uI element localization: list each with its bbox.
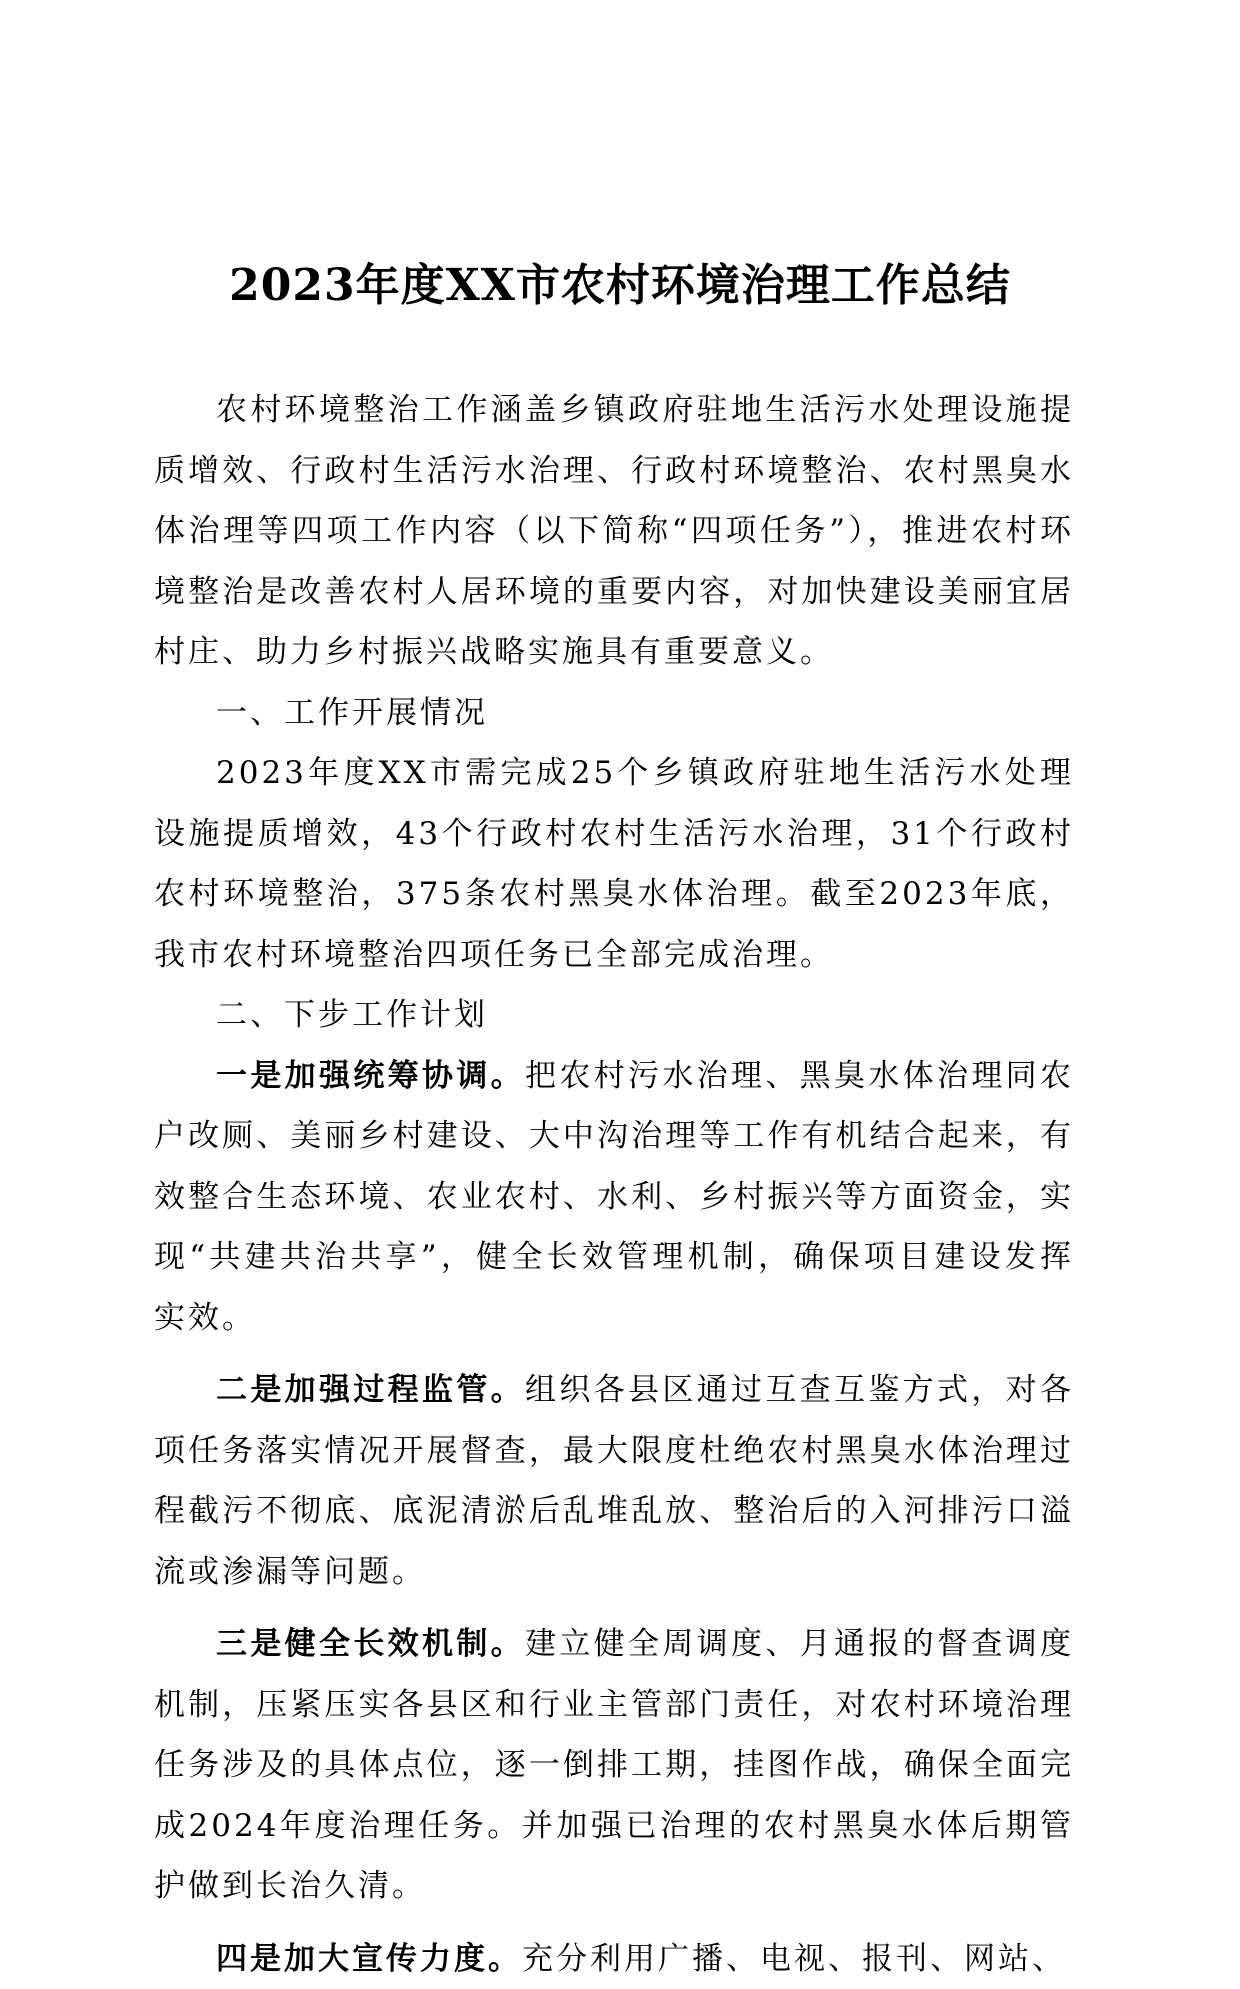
plan-item-text: 充分利用广播、电视、报刊、网站、: [522, 1941, 1066, 1977]
paragraph-gap: [154, 1917, 1074, 1929]
plan-item-publicity: [154, 1929, 1074, 1989]
plan-item-lead: 一是加强统筹协调。: [216, 1058, 525, 1094]
section-heading-next-plan: 二、下步工作计划: [154, 985, 1074, 1046]
plan-item-text: 建立健全周调度、月通报的督查调度机制，压紧压实各县区和行业主管部门责任，对农村环境治理任务涉及的具体点位，逐一倒排工期，挂图作战，确保全面完成2024年度治理任务。并加强已治理的农村黑臭水体后期管护做到长治久清。: [154, 1626, 1074, 1904]
paragraph-gap: [154, 1602, 1074, 1614]
document-title: 2023年度XX市农村环境治理工作总结: [0, 256, 1240, 316]
work-status-paragraph: 2023年度XX市需完成25个乡镇政府驻地生活污水处理设施提质增效，43个行政村农村生活污水治理，31个行政村农村环境整治，375条农村黑臭水体治理。截至2023年底，我市农村环境整治四项任务已全部完成治理。: [154, 743, 1074, 985]
section-heading-work-status: 一、工作开展情况: [154, 683, 1074, 744]
plan-item-coordination: [154, 1046, 1074, 1349]
plan-item-lead: 二是加强过程监管。: [216, 1372, 525, 1408]
paragraph-gap: [154, 1348, 1074, 1360]
plan-item-supervision: [154, 1360, 1074, 1602]
document-body: [154, 380, 1074, 1989]
plan-item-text: 组织各县区通过互查互鉴方式，对各项任务落实情况开展督查，最大限度杜绝农村黑臭水体治理过程截污不彻底、底泥清淤后乱堆乱放、整治后的入河排污口溢流或渗漏等问题。: [154, 1372, 1074, 1590]
plan-item-text: 把农村污水治理、黑臭水体治理同农户改厕、美丽乡村建设、大中沟治理等工作有机结合起来，有效整合生态环境、农业农村、水利、乡村振兴等方面资金，实现“共建共治共享”，健全长效管理机制，确保项目建设发挥实效。: [154, 1058, 1074, 1336]
intro-paragraph: 农村环境整治工作涵盖乡镇政府驻地生活污水处理设施提质增效、行政村生活污水治理、行政村环境整治、农村黑臭水体治理等四项工作内容（以下简称“四项任务”），推进农村环境整治是改善农村人居环境的重要内容，对加快建设美丽宜居村庄、助力乡村振兴战略实施具有重要意义。: [154, 380, 1074, 683]
plan-item-mechanism: [154, 1614, 1074, 1917]
plan-item-lead: 四是加大宣传力度。: [216, 1941, 522, 1977]
plan-item-lead: 三是健全长效机制。: [216, 1626, 525, 1662]
